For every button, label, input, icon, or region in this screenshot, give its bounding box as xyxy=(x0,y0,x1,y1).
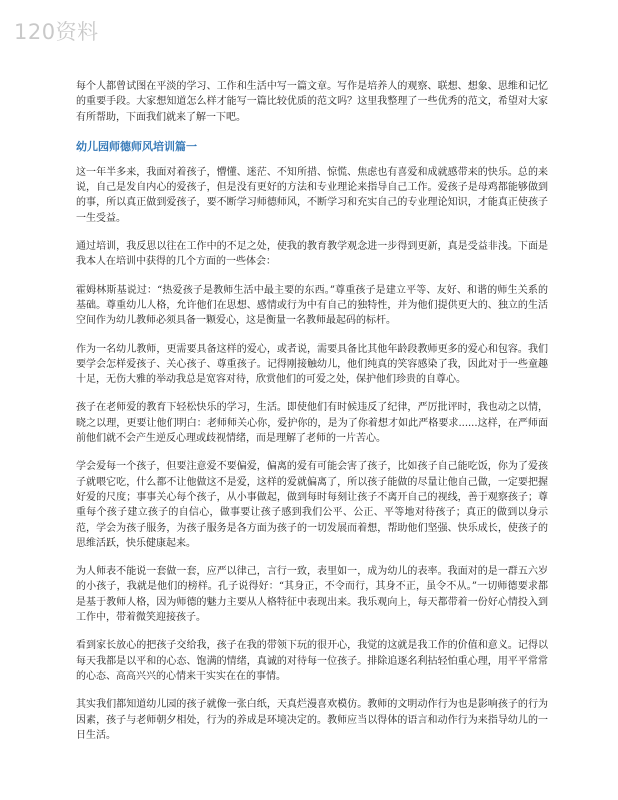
body-paragraph-7: 为人师表不能说一套做一套，应严以律己，言行一致，表里如一，成为幼儿的表率。我面对的是一群五六岁的小孩子，我就是他们的榜样。孔子说得好：“其身正，不令而行，其身不正，虽令不从。”一切师德要求都是基于教师人格，因为师德的魅力主要从人格特征中表现出来。我乐观向上，每天都带着一份好心情投入到工作中，带着微笑迎接孩子。 xyxy=(76,566,548,624)
document-body xyxy=(76,79,548,756)
body-paragraph-6: 学会爱每一个孩子，但要注意爱不要偏爱，偏离的爱有可能会害了孩子，比如孩子自己能吃饭，你为了爱孩子就喂它吃，什么都不让他做这不是爱，这样的爱就偏离了，所以孩子能做的尽量让他自己做，一定要把握好爱的尺度；事事关心每个孩子，从小事做起，做到每时每刻让孩子不离开自己的视线，善于观察孩子；尊重每个孩子建立孩子的自信心，做事要让孩子感到我们公平、公正、平等地对待孩子；真正的做到以身示范，学会为孩子服务，为孩子服务是各方面为孩子的一切发展而着想，帮助他们坚强、快乐成长，使孩子的思维活跃，快乐健康起来。 xyxy=(76,461,548,549)
body-paragraph-3: 霍姆林斯基说过：“热爱孩子是教师生活中最主要的东西。”尊重孩子是建立平等、友好、和谐的师生关系的基础。尊重幼儿人格，允许他们在思想、感情或行为中有自己的独特性，并为他们提供更大的、独立的生活空间作为幼儿教师必须具备一颗爱心，这是衡量一名教师最起码的标杆。 xyxy=(76,284,548,327)
body-paragraph-1: 这一年半多来，我面对着孩子，懵懂、迷茫、不知所措、惊慌、焦虑也有喜爱和成就感带来的快乐。总的来说，自己是发自内心的爱孩子，但是没有更好的方法和专业理论来指导自己工作。爱孩子是母鸡都能够做到的事，所以真正做到爱孩子，要不断学习师德师风，不断学习和充实自己的专业理论知识，才能真正使孩子一生受益。 xyxy=(76,166,548,224)
body-paragraph-9: 其实我们都知道幼儿园的孩子就像一张白纸，天真烂漫喜欢模仿。教师的文明动作行为也是影响孩子的行为因素，孩子与老师朝夕相处，行为的养成是环境决定的。教师应当以得体的语言和动作行为来指导幼儿的一日生活。 xyxy=(76,699,548,741)
section-title: 幼儿园师德师风培训篇一 xyxy=(76,139,197,153)
body-paragraph-4: 作为一名幼儿教师，更需要具备这样的爱心，或者说，需要具备比其他年龄段教师更多的爱心和包容。我们要学会怎样爱孩子、关心孩子、尊重孩子。记得刚接触幼儿，他们纯真的笑容感染了我，因此对于一些童趣十足，无伤大雅的举动我总是宽容对待，欣赏他们的可爱之处，保护他们珍贵的自尊心。 xyxy=(76,343,548,386)
body-paragraph-2: 通过培训，我反思以往在工作中的不足之处，使我的教育教学观念进一步得到更新，真是受益非浅。下面是我本人在培训中获得的几个方面的一些体会： xyxy=(76,241,548,268)
site-watermark: 120资料 xyxy=(14,20,99,44)
body-paragraph-8: 看到家长放心的把孩子交给我，孩子在我的带领下玩的很开心，我觉的这就是我工作的价值和意义。记得以每天我都是以平和的心态、饱满的情绪，真诚的对待每一位孩子。排除追逐名利拈轻怕重心理，用平平常常的心态、高高兴兴的心情来干实实在在的事情。 xyxy=(76,640,548,682)
intro-paragraph: 每个人都曾试图在平淡的学习、工作和生活中写一篇文章。写作是培养人的观察、联想、想象、思维和记忆的重要手段。大家想知道怎么样才能写一篇比较优质的范文吗？这里我整理了一些优秀的范文，希望对大家有所帮助，下面我们就来了解一下吧。 xyxy=(76,81,548,123)
body-paragraph-5: 孩子在老师爱的教育下轻松快乐的学习，生活。即使他们有时候违反了纪律，严厉批评时，我也动之以情，晓之以理，更要让他们明白：老师师关心你，爱护你的，是为了你着想才如此严格要求......这样，在严师面前他们就不会产生逆反心理或歧视情绪，而是理解了老师的一片苦心。 xyxy=(76,402,548,445)
